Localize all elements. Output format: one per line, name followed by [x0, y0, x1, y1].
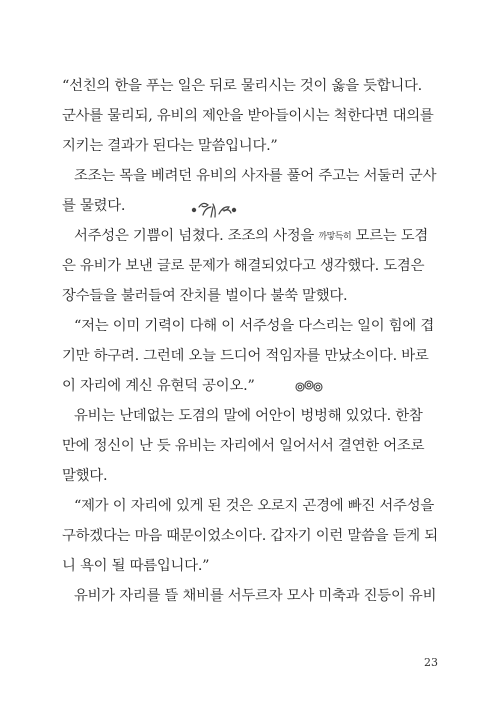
text-line: 말했다. — [62, 468, 108, 484]
text-segment: 모르는 도겸 — [355, 228, 429, 244]
text-line: 군사를 물리되, 유비의 제안을 받아들이시는 척한다면 대의를 — [62, 108, 434, 124]
text-line: “저는 이미 기력이 다해 이 서주성을 다스리는 일이 힘에 겹 — [74, 318, 435, 334]
text-line: 유비가 자리를 뜰 채비를 서두르자 모사 미축과 진등이 유비 — [74, 588, 437, 604]
text-line: “선친의 한을 푸는 일은 뒤로 물리시는 것이 옳을 듯합니다. — [62, 78, 423, 94]
dizzy-spiral-icon — [294, 379, 324, 393]
text-line: 은 유비가 보낸 글로 문제가 해결되었다고 생각했다. 도겸은 — [62, 258, 425, 274]
text-segment: 서주성은 기쁨이 넘쳤다. 조조의 사정을 — [74, 228, 315, 244]
text-line: 만에 정신이 난 듯 유비는 자리에서 일어서서 결연한 어조로 — [62, 438, 425, 454]
text-line: 유비는 난데없는 도겸의 말에 어안이 벙벙해 있었다. 한참 — [74, 408, 423, 424]
sparkle-burst-icon — [191, 199, 237, 221]
text-line: 이 자리에 계신 유현덕 공이오.” — [62, 378, 255, 394]
text-line: 조조는 목을 베려던 유비의 사자를 풀어 주고는 서둘러 군사 — [74, 168, 437, 184]
page-number: 23 — [424, 656, 438, 669]
text-line: 기만 하구려. 그런데 오늘 드디어 적임자를 만났소이다. 바로 — [62, 348, 429, 364]
text-line: 니 욕이 될 따름입니다.” — [62, 558, 210, 574]
text-line: 장수들을 불러들여 잔치를 벌이다 불쑥 말했다. — [62, 288, 348, 304]
text-line: “제가 이 자리에 있게 된 것은 오로지 곤경에 빠진 서주성을 — [74, 498, 435, 514]
text-line: 를 물렸다. — [62, 198, 126, 214]
text-line: 지키는 결과가 된다는 말씀입니다.” — [62, 138, 278, 154]
text-line: 구하겠다는 마음 때문이었소이다. 갑자기 이런 말씀을 듣게 되 — [62, 528, 438, 544]
small-word: 까맣득히 — [318, 232, 352, 242]
text-line — [74, 226, 454, 247]
